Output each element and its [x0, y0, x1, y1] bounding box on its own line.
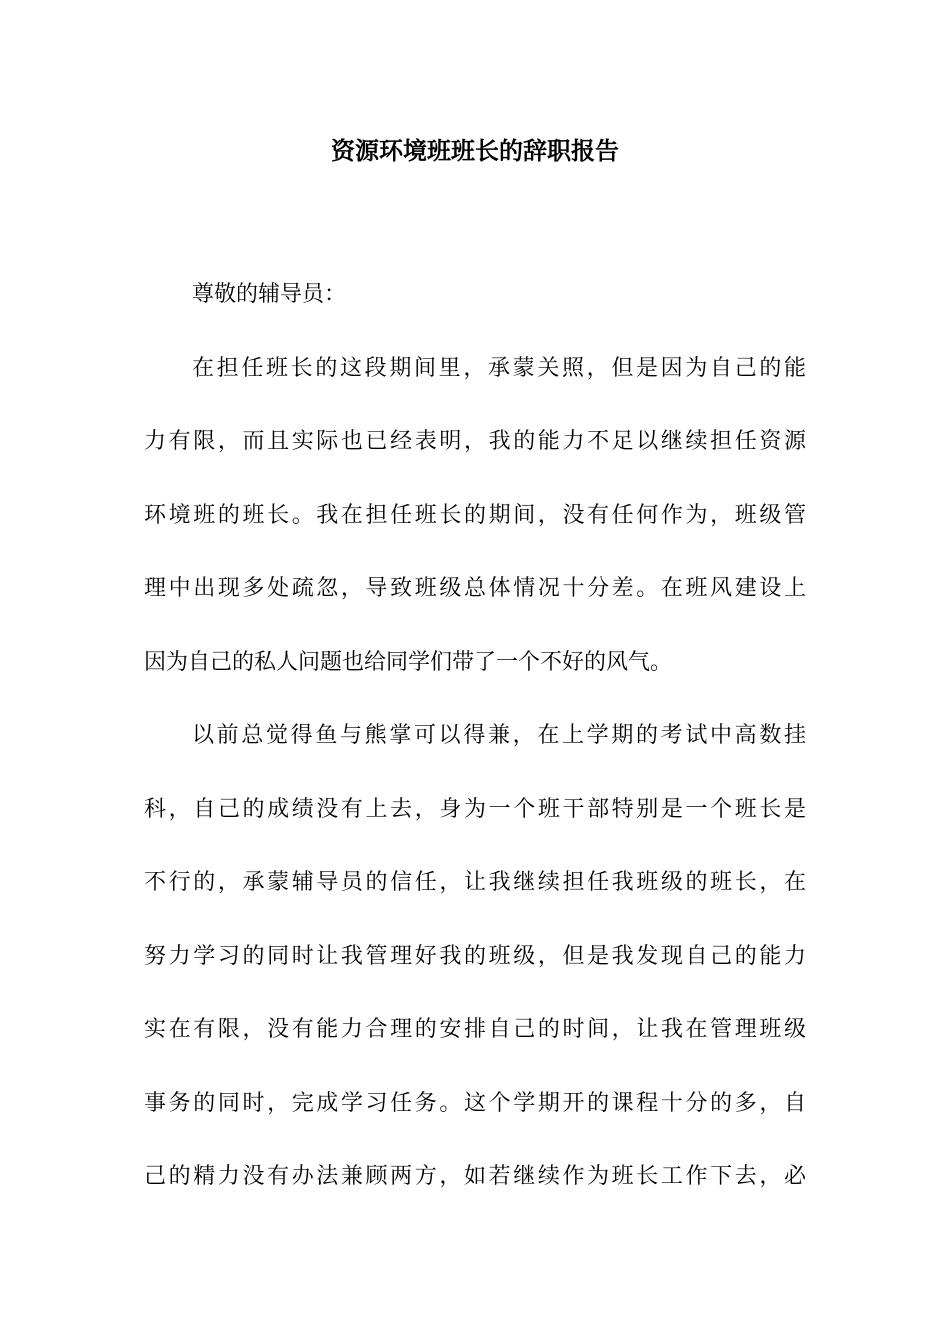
document-body — [144, 258, 806, 1214]
paragraph-line: 努力学习的同时让我管理好我的班级，但是我发现自己的能力 — [144, 943, 806, 969]
paragraph-line: 以前总觉得鱼与熊掌可以得兼，在上学期的考试中高数挂 — [192, 723, 806, 748]
paragraph-line: 事务的同时，完成学习任务。这个学期开的课程十分的多，自 — [144, 1090, 806, 1116]
document-title: 资源环境班班长的辞职报告 — [331, 136, 619, 165]
paragraph-line: 己的精力没有办法兼顾两方，如若继续作为班长工作下去，必 — [144, 1164, 806, 1189]
paragraph-line: 环境班的班长。我在担任班长的期间，没有任何作为，班级管 — [144, 502, 806, 528]
paragraph-line: 力有限，而且实际也已经表明，我的能力不足以继续担任资源 — [144, 429, 806, 454]
paragraph-1 — [144, 332, 806, 700]
paragraph-2 — [144, 699, 806, 1214]
paragraph-line: 因为自己的私人问题也给同学们带了一个不好的风气。 — [144, 649, 673, 675]
paragraph-line: 理中出现多处疏忽，导致班级总体情况十分差。在班风建设上 — [144, 576, 806, 601]
paragraph-line: 在担任班长的这段期间里，承蒙关照，但是因为自己的能 — [192, 355, 806, 381]
paragraph-line: 不行的，承蒙辅导员的信任，让我继续担任我班级的班长，在 — [144, 870, 806, 895]
paragraph-line: 科，自己的成绩没有上去，身为一个班干部特别是一个班长是 — [144, 796, 806, 822]
salutation: 尊敬的辅导员： — [192, 282, 347, 307]
paragraph-line: 实在有限，没有能力合理的安排自己的时间，让我在管理班级 — [144, 1017, 806, 1042]
